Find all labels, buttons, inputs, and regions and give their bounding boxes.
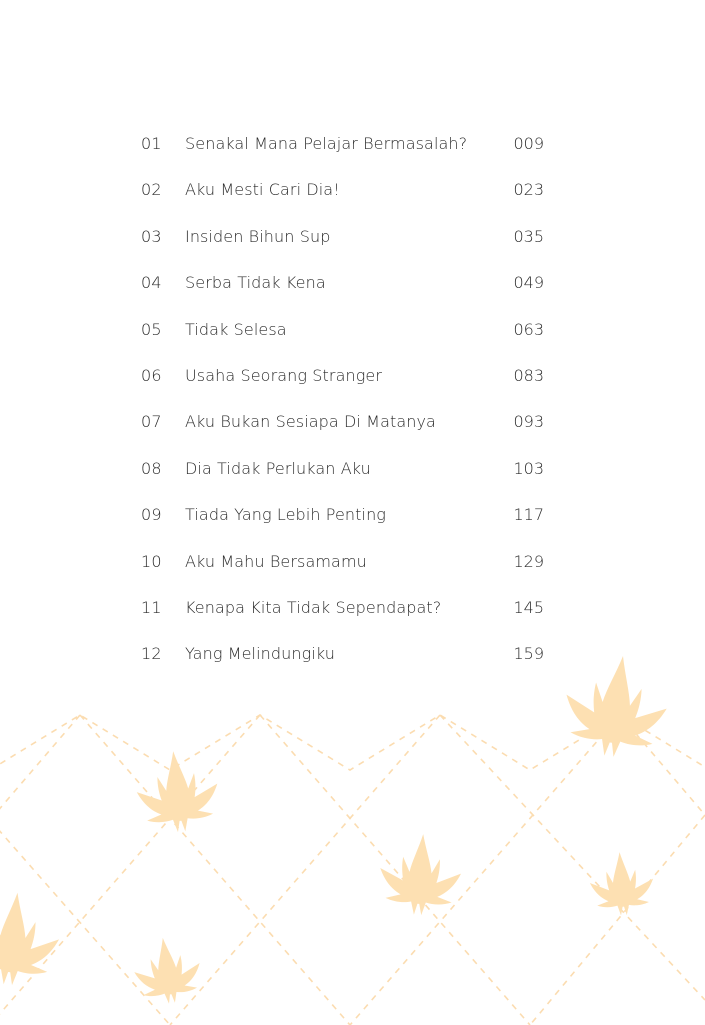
chapter-number: 06 <box>141 365 162 385</box>
chapter-number: 10 <box>141 551 162 571</box>
chapter-page: 049 <box>513 273 544 293</box>
chapter-number: 07 <box>141 412 162 432</box>
chapter-number: 12 <box>141 644 162 664</box>
chapter-page: 145 <box>513 597 544 617</box>
chapter-number: 04 <box>141 273 162 293</box>
chapter-page: 035 <box>513 226 544 246</box>
chapter-title: Yang Melindungiku <box>185 644 335 664</box>
maple-leaf-icon <box>377 831 463 917</box>
maple-leaf-icon <box>130 933 205 1008</box>
chapter-number: 02 <box>141 180 162 200</box>
chapter-number: 09 <box>141 505 162 525</box>
chapter-page: 129 <box>513 551 544 571</box>
toc-entry[interactable] <box>0 584 705 630</box>
toc-entry[interactable] <box>0 166 705 212</box>
chapter-number: 11 <box>141 597 162 617</box>
toc-entry[interactable] <box>0 259 705 305</box>
toc-entry[interactable] <box>0 398 705 444</box>
chapter-title: Tidak Selesa <box>185 319 287 339</box>
chapter-title: Dia Tidak Perlukan Aku <box>185 458 371 478</box>
toc-entry[interactable] <box>0 538 705 584</box>
toc-entry[interactable] <box>0 445 705 491</box>
toc-entry[interactable] <box>0 306 705 352</box>
chapter-page: 093 <box>513 412 544 432</box>
chapter-number: 03 <box>141 226 162 246</box>
chapter-title: Aku Mesti Cari Dia! <box>185 180 340 200</box>
chapter-title: Tiada Yang Lebih Penting <box>185 505 387 525</box>
toc-entry[interactable] <box>0 213 705 259</box>
chapter-title: Usaha Seorang Stranger <box>185 365 383 385</box>
chapter-title: Kenapa Kita Tidak Sependapat? <box>185 597 442 617</box>
toc-entry[interactable] <box>0 352 705 398</box>
chapter-title: Senakal Mana Pelajar Bermasalah? <box>185 134 468 153</box>
chapter-page: 023 <box>513 180 544 200</box>
toc-entry[interactable] <box>0 630 705 676</box>
chapter-title: Serba Tidak Kena <box>185 273 326 293</box>
maple-leaf-icon <box>588 850 656 918</box>
chapter-page: 103 <box>513 458 544 478</box>
maple-leaf-icon <box>133 747 222 836</box>
chapter-page: 009 <box>513 134 544 153</box>
toc-entry[interactable] <box>0 120 705 166</box>
chapter-number: 01 <box>141 134 162 153</box>
chapter-title: Aku Mahu Bersamamu <box>185 551 367 571</box>
chapter-title: Aku Bukan Sesiapa Di Matanya <box>185 412 436 432</box>
toc-entry[interactable] <box>0 491 705 537</box>
chapter-number: 08 <box>141 458 162 478</box>
table-of-contents <box>0 120 705 677</box>
chapter-page: 063 <box>513 319 544 339</box>
chapter-page: 117 <box>513 505 544 525</box>
chapter-number: 05 <box>141 319 162 339</box>
maple-leaf-icon <box>0 888 63 990</box>
chapter-page: 083 <box>513 365 544 385</box>
chapter-page: 159 <box>513 644 544 664</box>
chapter-title: Insiden Bihun Sup <box>185 226 331 246</box>
